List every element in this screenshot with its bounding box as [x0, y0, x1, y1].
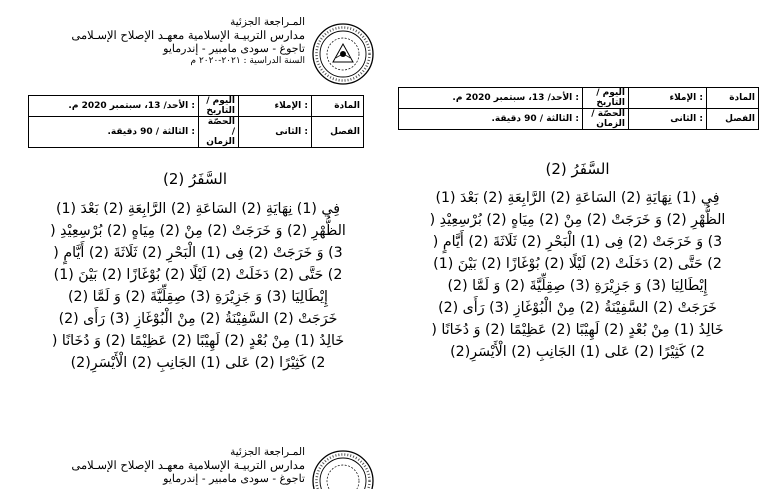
dictation-line: الظُّهْرِ (2) وَ خَرَجَتْ (2) مِنْ (2) مِيَاهٍ (2) بُرْسِعِيْدِ (	[50, 223, 346, 239]
period-label: الحصّة / الزمان	[199, 117, 239, 148]
header-line-location: تاجوغ - سودى مامبير - إندرمايو	[163, 472, 305, 486]
dictation-title: السَّفَرُ (2)	[162, 170, 227, 188]
day-label: اليوم / التاريخ	[199, 96, 239, 117]
dictation-title: السَّفَرُ (2)	[545, 160, 610, 178]
day-value: : الأحد/ 13، سبتمبر 2020 م.	[399, 88, 583, 109]
dictation-line: خَرَجَتْ (2) السَّفِيْنَةُ (2) مِنْ الْبُوْغَازِ (3) رَأَى (2)	[438, 300, 717, 316]
header-line-school: مدارس التربيـة الإسلامية معهـد الإصلاح الإسـلامى	[71, 27, 305, 42]
school-header	[71, 446, 305, 486]
dictation-text	[390, 187, 765, 363]
class-label: الفصل	[707, 109, 759, 130]
dictation-line: 2) كَثِيْرًا (2) عَلى (1) الجَانِبِ (2) الْأَيْسَرِ(2)	[70, 355, 326, 371]
dictation-line: فِي (1) نِهَايَةِ (2) السَاعَةِ (2) الرَّابِعَةِ (2) بَعْدَ (1)	[55, 201, 341, 217]
right-sheet	[390, 0, 768, 380]
class-value: : الثانى	[239, 117, 312, 148]
header-line-academic-year: السنة الدراسية : ٢٠٢١-٢٠٢٠ م	[190, 55, 305, 66]
dictation-line: 3) وَ خَرَجَتْ (2) فِى (1) الْبَحْرِ (2) ثَلَاثَةَ (2) أَيَّامٍ (	[53, 245, 343, 261]
day-value: : الأحد/ 13، سبتمبر 2020 م.	[29, 96, 199, 117]
info-table	[398, 87, 759, 130]
day-label: اليوم / التاريخ	[583, 88, 629, 109]
subject-label: المادة	[312, 96, 364, 117]
header-line-school: مدارس التربيـة الإسلامية معهـد الإصلاح الإسـلامى	[71, 457, 305, 472]
dictation-line: 2) حَتَّى (2) دَخَلَتْ (2) لَيْلًا (2) بُوْغَازًا (2) بَيْنَ (1)	[53, 267, 343, 283]
header-line-review: المـراجعة الجزئية	[230, 446, 305, 458]
dictation-line: خَرَجَتْ (2) السَّفِيْنَةُ (2) مِنْ الْبُوْغَازِ (3) رَأَى (2)	[58, 311, 338, 327]
class-value: : الثانى	[629, 109, 707, 130]
period-label: الحصّة / الزمان	[583, 109, 629, 130]
school-seal-icon	[311, 22, 375, 86]
info-table	[28, 95, 364, 148]
period-value: : الثالثة / 90 دقيقة.	[399, 109, 583, 130]
dictation-line: خَالِدُ (1) مِنْ بُعْدٍ (2) لَهِيْبًا (2) عَظِيْمًا (2) وَ دُخَانًا (	[431, 322, 724, 338]
class-label: الفصل	[312, 117, 364, 148]
dictation-line: إِيْطَالِيَا (3) وَ جَزِيْرَةِ (3) صِقِلِّيَّةَ (2) وَ لَمَّا (2)	[68, 289, 328, 305]
dictation-line: فِي (1) نِهَايَةِ (2) السَاعَةِ (2) الرَّابِعَةِ (2) بَعْدَ (1)	[435, 190, 720, 206]
period-value: : الثالثة / 90 دقيقة.	[29, 117, 199, 148]
subject-value: : الإملاء	[629, 88, 707, 109]
school-seal-icon	[311, 449, 375, 489]
dictation-line: الظُّهْرِ (2) وَ خَرَجَتْ (2) مِنْ (2) مِيَاهٍ (2) بُرْسِعِيْدِ (	[429, 212, 726, 228]
dictation-line: 2) حَتَّى (2) دَخَلَتْ (2) لَيْلًا (2) بُوْغَازًا (2) بَيْنَ (1)	[433, 256, 722, 272]
header-line-location: تاجوغ - سودى مامبير - إندرمايو	[163, 42, 305, 56]
dictation-line: إِيْطَالِيَا (3) وَ جَزِيْرَةِ (3) صِقِلِّيَّةَ (2) وَ لَمَّا (2)	[447, 278, 708, 294]
left-sheet	[0, 0, 385, 380]
school-header	[71, 16, 305, 66]
dictation-line: خَالِدُ (1) مِنْ بُعْدٍ (2) لَهِيْبًا (2) عَظِيْمًا (2) وَ دُخَانًا (	[51, 333, 345, 349]
dictation-text	[8, 198, 388, 374]
dictation-line: 2) كَثِيْرًا (2) عَلى (1) الجَانِبِ (2) الْأَيْسَرِ(2)	[450, 344, 705, 360]
subject-label: المادة	[707, 88, 759, 109]
dictation-line: 3) وَ خَرَجَتْ (2) فِى (1) الْبَحْرِ (2) ثَلَاثَةَ (2) أَيَّامٍ (	[432, 234, 723, 250]
header-line-review: المـراجعة الجزئية	[230, 16, 305, 28]
left-sheet-bottom	[0, 440, 385, 489]
subject-value: : الإملاء	[239, 96, 312, 117]
